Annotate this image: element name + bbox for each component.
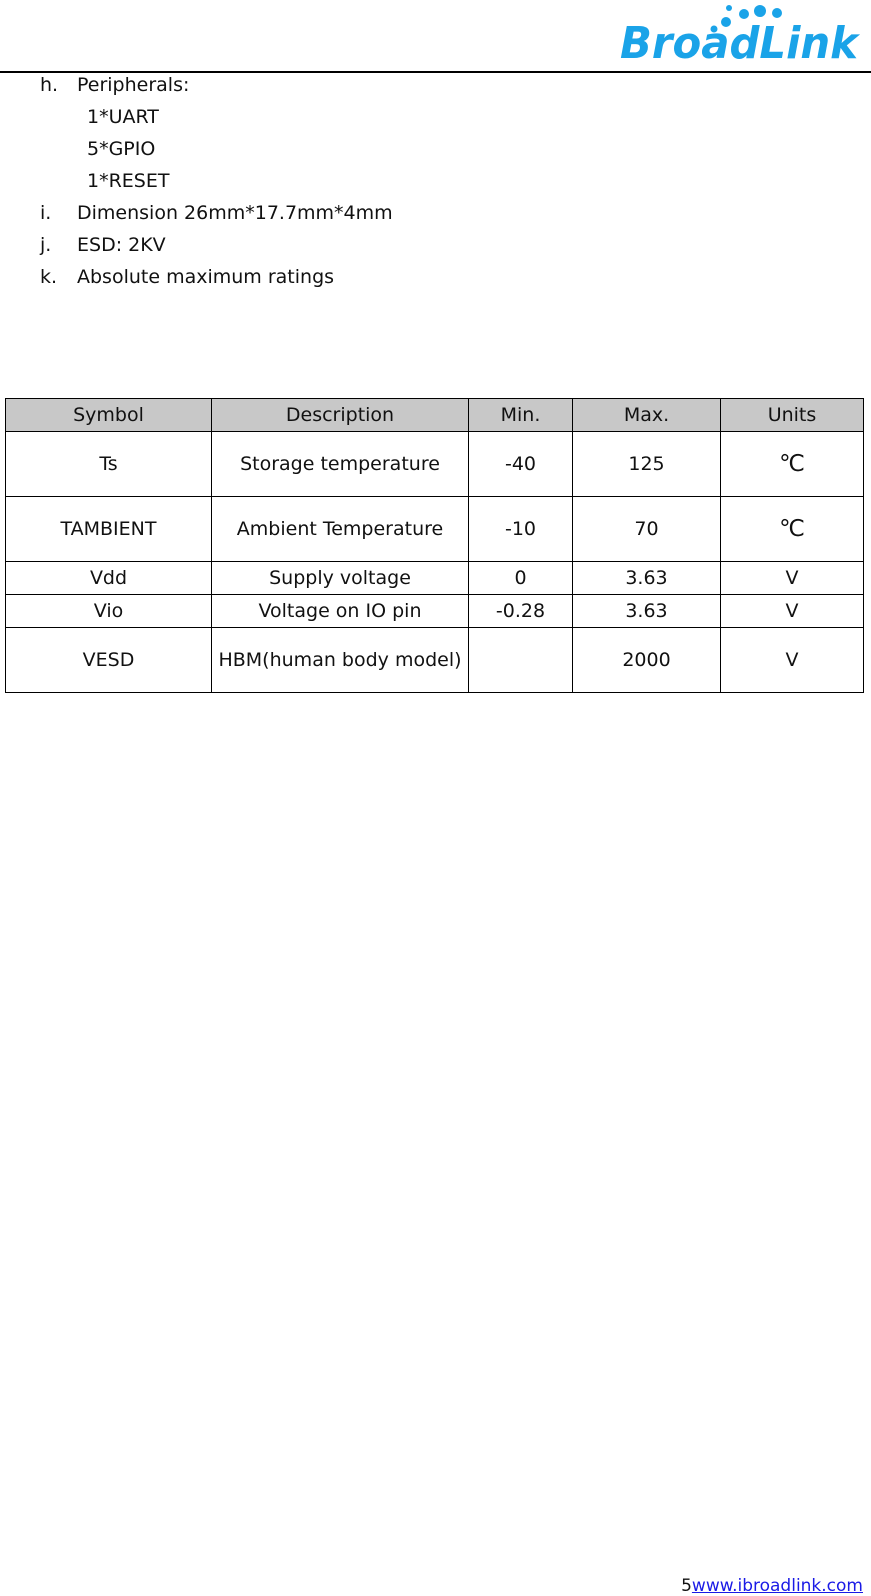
page-number: 5 (681, 1576, 692, 1596)
cell-units: ℃ (721, 497, 864, 562)
cell-max: 3.63 (573, 595, 721, 628)
cell-units: ℃ (721, 432, 864, 497)
list-text: ESD: 2KV (77, 234, 166, 256)
header-max: Max. (573, 399, 721, 432)
table-row (6, 628, 864, 693)
cell-units: V (721, 562, 864, 595)
cell-description: Voltage on IO pin (212, 595, 469, 628)
table-row (6, 562, 864, 595)
list-marker: j. (40, 234, 52, 256)
header-divider (0, 71, 871, 73)
table-header-row (6, 399, 864, 432)
list-marker: i. (40, 202, 52, 224)
cell-description: Storage temperature (212, 432, 469, 497)
header-description: Description (212, 399, 469, 432)
cell-min: -40 (469, 432, 573, 497)
cell-units: V (721, 595, 864, 628)
cell-max: 3.63 (573, 562, 721, 595)
cell-symbol: Ts (6, 432, 212, 497)
cell-symbol: VESD (6, 628, 212, 693)
cell-symbol: Vio (6, 595, 212, 628)
cell-max: 2000 (573, 628, 721, 693)
list-text: Peripherals: (77, 74, 190, 96)
cell-description: Supply voltage (212, 562, 469, 595)
list-text: Absolute maximum ratings (77, 266, 335, 288)
cell-min: -10 (469, 497, 573, 562)
list-text: Dimension 26mm*17.7mm*4mm (77, 202, 393, 224)
cell-min: -0.28 (469, 595, 573, 628)
table-row (6, 497, 864, 562)
peripheral-gpio: 5*GPIO (87, 138, 156, 160)
list-marker: h. (40, 74, 59, 96)
page-footer (681, 1576, 863, 1596)
cell-description: HBM(human body model) (212, 628, 469, 693)
cell-min (469, 628, 573, 693)
website-link[interactable]: www.ibroadlink.com (691, 1576, 863, 1596)
cell-min: 0 (469, 562, 573, 595)
absolute-maximum-ratings-table (5, 398, 864, 693)
cell-symbol: Vdd (6, 562, 212, 595)
cell-units: V (721, 628, 864, 693)
peripheral-reset: 1*RESET (87, 170, 170, 192)
svg-text:BroadLink: BroadLink (620, 18, 861, 64)
header-min: Min. (469, 399, 573, 432)
cell-symbol: TAMBIENT (6, 497, 212, 562)
header-symbol: Symbol (6, 399, 212, 432)
cell-description: Ambient Temperature (212, 497, 469, 562)
table-row (6, 595, 864, 628)
list-marker: k. (40, 266, 58, 288)
broadlink-logo (618, 2, 864, 64)
table-row (6, 432, 864, 497)
peripheral-uart: 1*UART (87, 106, 159, 128)
header-units: Units (721, 399, 864, 432)
cell-max: 70 (573, 497, 721, 562)
cell-max: 125 (573, 432, 721, 497)
